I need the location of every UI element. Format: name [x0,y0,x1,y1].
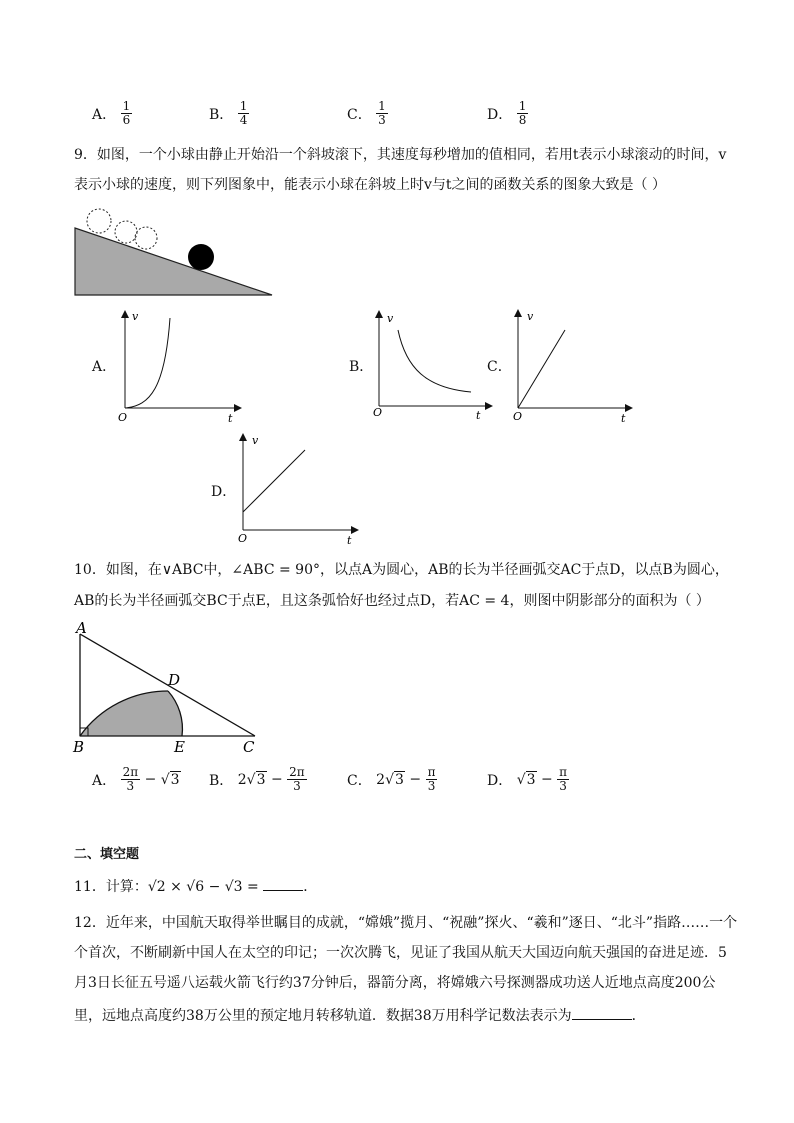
q11-answer-blank[interactable] [263,876,303,891]
axis-label-t: t [621,412,626,425]
fraction: $\frac{\pi}{3}$ [427,765,436,793]
graph-c [505,308,635,426]
q10-option-c: C． 2√3 − $\frac{\pi}{3}$ [347,765,436,793]
q8-options [92,100,692,136]
denominator: 6 [122,113,131,127]
option-label: D． [487,106,513,123]
q8-option-c [347,100,388,127]
denominator: 4 [239,113,248,127]
graph-b [366,308,496,423]
option-label: A． [92,772,117,789]
graph-d [230,432,360,547]
q12-line1: 12．近年来，中国航天取得举世瞩目的成就，“嫦娥”揽月、“祝融”探火、“羲和”逐日、“北斗”指路……一个 [74,915,738,931]
curve-a [125,318,170,408]
q11-prefix: 11．计算： [74,879,148,895]
axis-label-t: t [347,534,352,547]
q9-option-c-label: C． [487,359,512,375]
origin-label: O [238,532,248,545]
option-label: D． [487,772,513,789]
q9-option-a-label: A． [92,359,117,375]
q12-answer-blank[interactable] [572,1005,632,1020]
option-label: C． [347,772,372,789]
numerator: 1 [378,99,386,113]
vertex-label-d: D [168,671,181,689]
q10-line1: 10．如图，在∨ABC中，∠ABC = 90°，以点A为圆心，AB的长为半径画弧交AC于点D，以点B为圆心， [74,562,729,578]
q12-line3: 月3日长征五号遥八运载火箭飞行约37分钟后，器箭分离，将嫦娥六号探测器成功送人近地点高度200公 [74,975,716,991]
graph-a [110,308,245,426]
q12-line2: 个首次，不断刷新中国人在太空的印记；一次次腾飞，见证了我国从航天大国迈向航天强国的奋进足迹．5 [74,945,727,961]
q10-option-b: B． 2√3 − $\frac{2\pi}{3}$ [209,765,305,793]
option-label: C． [347,106,372,123]
q10-option-d: D． √3 − $\frac{\pi}{3}$ [487,765,568,793]
axis-label-v: v [252,434,259,447]
q9-option-b-label: B． [349,359,374,375]
q10-option-a: A． $\frac{2\pi}{3}$ − √3 [92,765,180,793]
option-label: B． [209,772,234,789]
q11-suffix: ． [303,879,318,895]
denominator: 8 [518,113,527,127]
numerator: 1 [122,99,131,113]
vertex-label-a: A [76,619,87,637]
q9-line1: 9．如图，一个小球由静止开始沿一个斜坡滚下，其速度每秒增加的值相同，若用t表示小球滚动的时间，v [74,147,727,163]
q12-suffix: ． [631,1008,646,1024]
section-title: 二、填空题 [74,847,140,862]
axis-label-v: v [527,310,534,323]
numerator: 1 [239,99,248,113]
curve-b [398,330,471,392]
vertex-label-b: B [73,738,85,756]
slope-figure [70,205,280,300]
q9-line2: 表示小球的速度，则下列图象中，能表示小球在斜坡上时v与t之间的函数关系的图象大致是（ ） [74,177,666,193]
fraction: $\frac{\pi}{3}$ [559,765,568,793]
triangle-figure [70,618,270,758]
q10-options [92,766,652,802]
ghost-ball-1 [87,209,111,233]
q8-option-b [209,100,249,127]
numerator: 1 [518,99,527,113]
vertex-label-c: C [243,738,255,756]
q10-line2: AB的长为半径画弧交BC于点E，且这条弧恰好也经过点D，若AC = 4，则图中阴影部分的面积为（ ） [74,593,710,609]
origin-label: O [513,410,523,423]
q11 [74,876,317,897]
option-label: B． [209,106,234,123]
slope-triangle [75,228,272,295]
q11-expr: √2 × √6 − √3 = [147,879,259,895]
axis-label-v: v [387,312,394,325]
ball [188,244,214,270]
fraction [121,100,133,127]
origin-label: O [118,411,128,424]
option-label: A． [92,106,117,123]
ghost-ball-3 [135,227,157,249]
fraction: $\frac{2\pi}{3}$ [289,765,305,793]
q9-option-d-label: D． [211,484,237,500]
q12-line4: 里，远地点高度约38万公里的预定地月转移轨道．数据38万用科学记数法表示为 [74,1008,572,1024]
fraction: $\frac{2\pi}{3}$ [122,765,139,793]
ghost-ball-2 [115,221,137,243]
axis-label-t: t [476,409,481,422]
line-c [518,330,565,408]
origin-label: O [373,406,383,419]
fraction [238,100,250,127]
fraction [376,100,388,127]
q12-line4-wrap [74,1005,646,1026]
q8-option-d [487,100,528,127]
axis-label-v: v [132,310,139,323]
fraction [517,100,529,127]
vertex-label-e: E [174,738,185,756]
axis-label-t: t [228,412,233,425]
denominator: 3 [378,113,386,127]
line-d [243,450,305,512]
q8-option-a [92,100,132,127]
